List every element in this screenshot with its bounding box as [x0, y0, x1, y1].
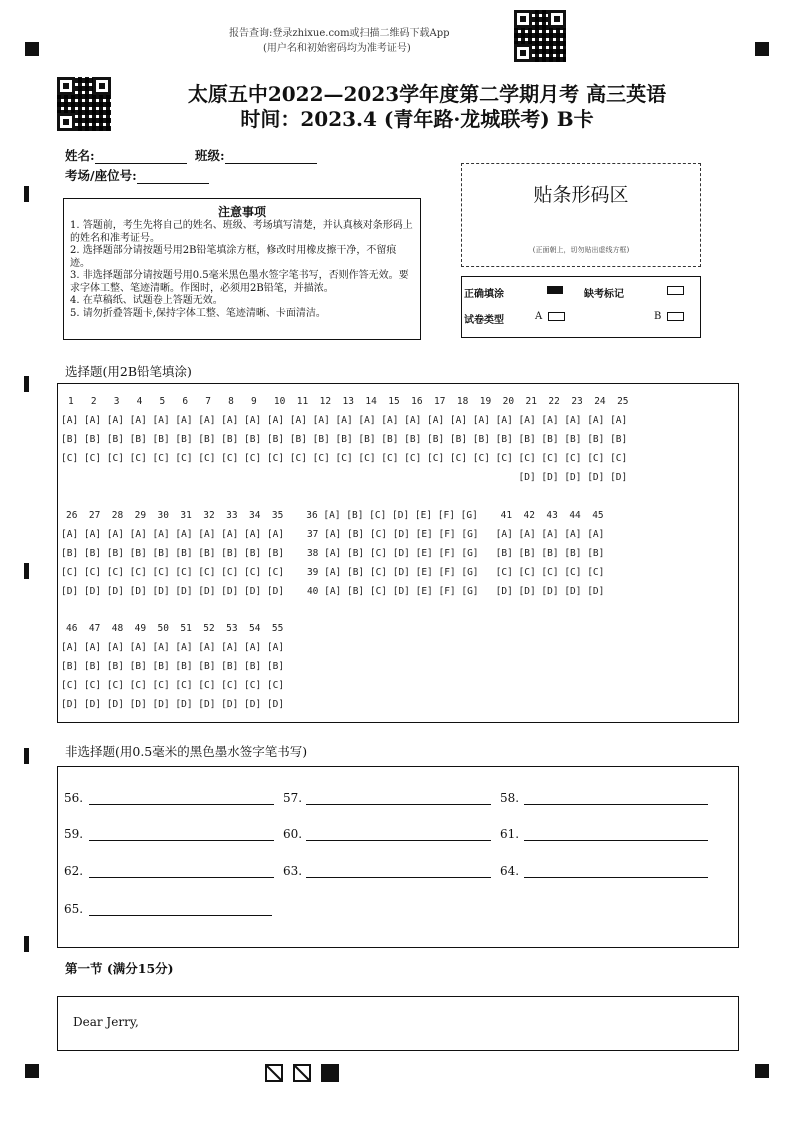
choice-block2-row-a[interactable]: [A] [A] [A] [A] [A] [A] [A] [A] [A] [A] 37 [A] [B] [C] [D] [E] [F] [G] [A] [A] [A] [A] [A]: [61, 529, 605, 540]
seat-field[interactable]: [65, 166, 209, 184]
choice-block2-row-b[interactable]: [B] [B] [B] [B] [B] [B] [B] [B] [B] [B] 38 [A] [B] [C] [D] [E] [F] [G] [B] [B] [B] [B] [B]: [61, 548, 605, 559]
correct-fill-label: 正确填涂: [464, 289, 504, 300]
fill-legend-box: [461, 276, 701, 338]
paper-type-b-checkbox[interactable]: [667, 312, 684, 321]
choice-block1-row-d[interactable]: [D] [D] [D] [D] [D]: [61, 472, 628, 483]
paper-type-a-checkbox[interactable]: [548, 312, 565, 321]
barcode-note: (正面朝上，切勿贴出虚线方框): [532, 246, 630, 254]
answer-line-64[interactable]: [524, 877, 708, 878]
question-65-label: 65.: [64, 902, 84, 916]
choice-block2-row-d[interactable]: [D] [D] [D] [D] [D] [D] [D] [D] [D] [D] 40 [A] [B] [C] [D] [E] [F] [G] [D] [D] [D] [D] [D]: [61, 586, 605, 597]
notice-item-3: 3. 非选择题部分请按题号用0.5毫米黑色墨水签字笔书写，否则作答无效。要求字体工整、笔迹清晰。作图时，必须用2B铅笔，并描浓。: [70, 270, 409, 294]
choice-block3-row-d[interactable]: [D] [D] [D] [D] [D] [D] [D] [D] [D] [D]: [61, 699, 285, 710]
notice-title: 注意事项: [217, 205, 266, 219]
answer-line-56[interactable]: [89, 804, 274, 805]
choice-section-label: 选择题(用2B铅笔填涂): [65, 364, 192, 379]
absent-mark-checkbox[interactable]: [667, 286, 684, 295]
barcode-title: 贴条形码区: [533, 184, 629, 206]
seat-label: 考场/座位号:: [65, 168, 137, 183]
notice-item-2: 2. 选择题部分请按题号用2B铅笔填涂方框，修改时用橡皮擦干净，不留痕迹。: [70, 245, 397, 269]
choice-block1-numbers: 1 2 3 4 5 6 7 8 9 10 11 12 13 14 15 16 17 18 19 20 21 22 23 24 25: [68, 396, 629, 407]
page-marker-hatched-1: [265, 1064, 283, 1082]
choice-block3-row-b[interactable]: [B] [B] [B] [B] [B] [B] [B] [B] [B] [B]: [61, 661, 285, 672]
paper-type-label: 试卷类型: [464, 315, 504, 326]
absent-mark-label: 缺考标记: [584, 289, 624, 300]
question-59-label: 59.: [64, 827, 84, 841]
side-marker: [24, 186, 29, 202]
class-label: 班级:: [194, 148, 225, 163]
side-marker: [24, 936, 29, 952]
choice-block2-numbers[interactable]: 26 27 28 29 30 31 32 33 34 35 36 [A] [B] [C] [D] [E] [F] [G] 41 42 43 44 45: [66, 510, 604, 521]
page-marker-solid: [321, 1064, 339, 1082]
exam-title: 太原五中2022—2023学年度第二学期月考 高三英语: [187, 82, 667, 106]
choice-block1-row-c[interactable]: [C] [C] [C] [C] [C] [C] [C] [C] [C] [C] [C] [C] [C] [C] [C] [C] [C] [C] [C] [C] [C] [C] [C] [C] [C]: [61, 453, 628, 464]
question-64-label: 64.: [500, 864, 520, 878]
question-58-label: 58.: [500, 791, 520, 805]
answer-line-63[interactable]: [306, 877, 491, 878]
qr-code-top: [514, 10, 566, 62]
name-field[interactable]: [65, 146, 317, 164]
report-query-line: 报告查询:登录zhixue.com或扫描二维码下载App: [229, 28, 450, 39]
notice-item-5: 5. 请勿折叠答题卡,保持字体工整、笔迹清晰、卡面清洁。: [70, 307, 326, 319]
correct-fill-sample: [547, 286, 563, 294]
question-62-label: 62.: [64, 864, 84, 878]
notice-box: [63, 198, 421, 340]
exam-subtitle: 时间：2023.4 (青年路·龙城联考) B卡: [240, 107, 594, 131]
choice-block3-numbers: 46 47 48 49 50 51 52 53 54 55: [66, 623, 284, 634]
nonchoice-answer-area: [57, 766, 739, 948]
letter-salutation: Dear Jerry,: [73, 1015, 139, 1029]
corner-marker-bottom-right: [755, 1064, 769, 1078]
question-57-label: 57.: [283, 791, 303, 805]
side-marker: [24, 748, 29, 764]
writing-section-label: 第一节 (满分15分): [65, 961, 174, 976]
paper-type-b-label: B: [654, 311, 662, 322]
choice-block3-row-c[interactable]: [C] [C] [C] [C] [C] [C] [C] [C] [C] [C]: [61, 680, 285, 691]
answer-line-57[interactable]: [306, 804, 491, 805]
choice-block1-row-b[interactable]: [B] [B] [B] [B] [B] [B] [B] [B] [B] [B] [B] [B] [B] [B] [B] [B] [B] [B] [B] [B] [B] [B] [B] [B] [B]: [61, 434, 628, 445]
corner-marker-bottom-left: [25, 1064, 39, 1078]
name-label: 姓名:: [65, 148, 95, 163]
notice-item-1: 1. 答题前，考生先将自己的姓名、班级、考场填写清楚，并认真核对条形码上的姓名和准考证号。: [70, 220, 413, 244]
writing-answer-area[interactable]: [57, 996, 739, 1051]
choice-block1-row-a[interactable]: [A] [A] [A] [A] [A] [A] [A] [A] [A] [A] [A] [A] [A] [A] [A] [A] [A] [A] [A] [A] [A] [A] [A] [A] [A]: [61, 415, 628, 426]
corner-marker-top-left: [25, 42, 39, 56]
answer-line-59[interactable]: [89, 840, 274, 841]
question-61-label: 61.: [500, 827, 520, 841]
choice-block2-row-c[interactable]: [C] [C] [C] [C] [C] [C] [C] [C] [C] [C] 39 [A] [B] [C] [D] [E] [F] [G] [C] [C] [C] [C] [C]: [61, 567, 605, 578]
side-marker: [24, 376, 29, 392]
answer-line-61[interactable]: [524, 840, 708, 841]
question-60-label: 60.: [283, 827, 303, 841]
paper-type-a-label: A: [535, 311, 543, 322]
answer-line-60[interactable]: [306, 840, 491, 841]
page-marker-hatched-2: [293, 1064, 311, 1082]
answer-line-65[interactable]: [89, 915, 272, 916]
question-56-label: 56.: [64, 791, 84, 805]
choice-block3-row-a[interactable]: [A] [A] [A] [A] [A] [A] [A] [A] [A] [A]: [61, 642, 285, 653]
corner-marker-top-right: [755, 42, 769, 56]
answer-line-58[interactable]: [524, 804, 708, 805]
question-63-label: 63.: [283, 864, 303, 878]
barcode-area: [461, 163, 701, 267]
side-marker: [24, 563, 29, 579]
nonchoice-section-label: 非选择题(用0.5毫米的黑色墨水签字笔书写): [65, 744, 308, 759]
notice-item-4: 4. 在草稿纸、试题卷上答题无效。: [70, 295, 223, 306]
report-credentials-line: (用户名和初始密码均为准考证号): [263, 43, 411, 54]
answer-line-62[interactable]: [89, 877, 274, 878]
